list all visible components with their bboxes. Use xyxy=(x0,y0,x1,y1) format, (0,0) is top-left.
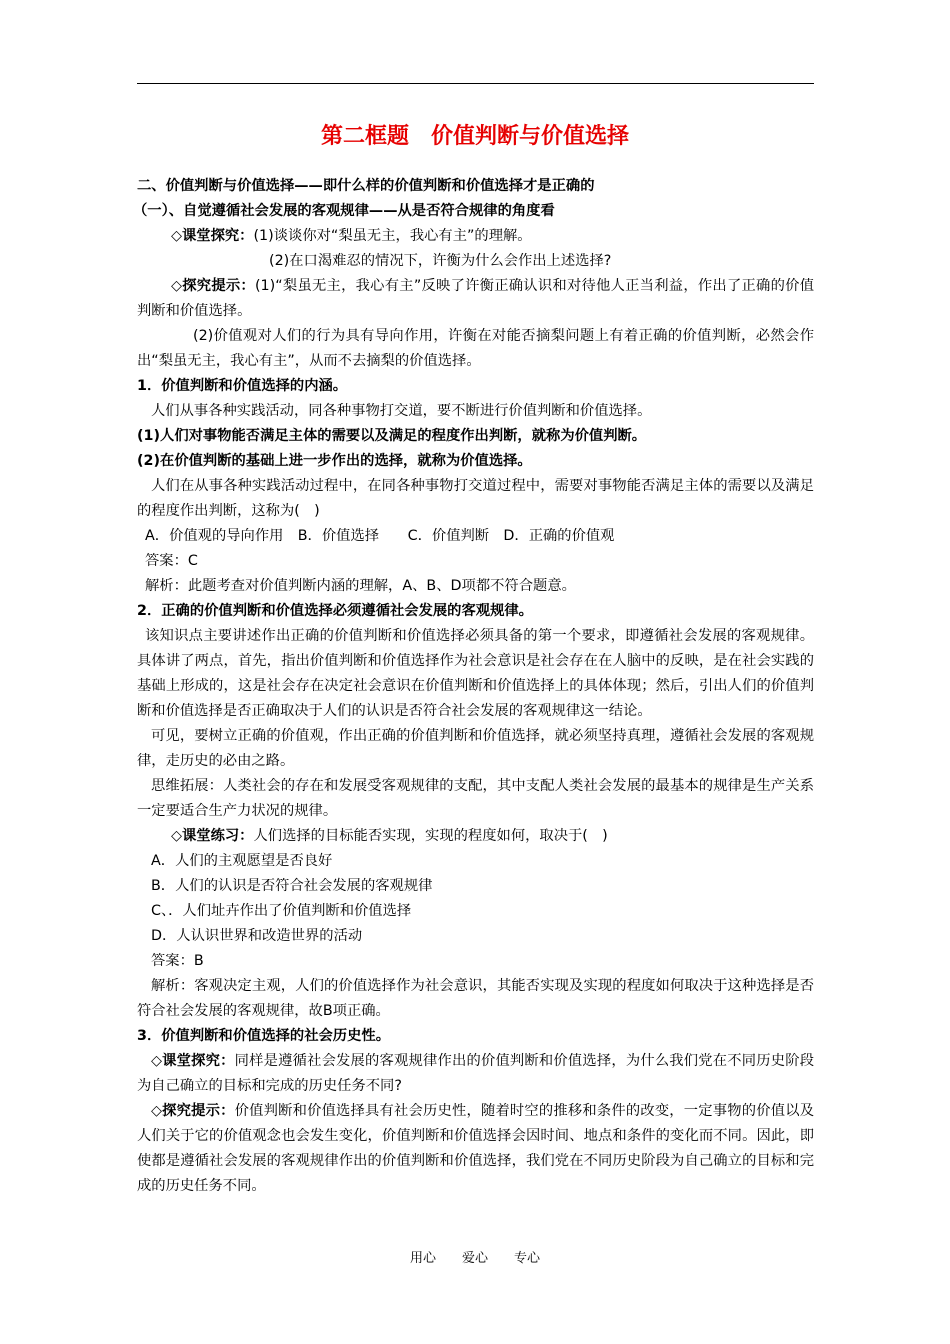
line-text: 思维拓展：人类社会的存在和发展受客观规律的支配，其中支配人类社会发展的最基本的规律是生产关系一定要适合生产力状况的规律。 xyxy=(137,778,814,819)
body-line xyxy=(137,474,814,524)
section-label: ◇探究提示： xyxy=(151,1103,235,1119)
section-label: ◇课堂探究： xyxy=(151,1053,235,1069)
line-text: (1)人们对事物能否满足主体的需要以及满足的程度作出判断，就称为价值判断。 xyxy=(137,428,647,444)
line-text: 价值判断和价值选择具有社会历史性，随着时空的推移和条件的改变，一定事物的价值以及人们关于它的价值观念也会发生变化，价值判断和价值选择会因时间、地点和条件的变化而不同。因此，即使都是遵循社会发展的客观规律作出的价值判断和价值选择，我们党在不同历史阶段为自己确立的目标和完成的历史任务不同。 xyxy=(137,1103,814,1194)
page-title: 第二框题 价值判断与价值选择 xyxy=(320,124,629,149)
header-rule xyxy=(137,83,814,84)
line-text: (2)在口渴难忍的情况下，许衡为什么会作出上述选择? xyxy=(269,253,612,269)
body-line xyxy=(137,374,814,399)
body-line xyxy=(137,874,814,899)
line-text: 答案：B xyxy=(151,953,204,969)
body-line xyxy=(137,449,814,474)
line-text: A．价值观的导向作用 B．价值选择 C．价值判断 D．正确的价值观 xyxy=(145,528,615,544)
line-text: A．人们的主观愿望是否良好 xyxy=(151,853,333,869)
line-text: 同样是遵循社会发展的客观规律作出的价值判断和价值选择，为什么我们党在不同历史阶段为自己确立的目标和完成的历史任务不同? xyxy=(137,1053,814,1094)
body-line xyxy=(137,824,814,849)
body-line xyxy=(137,1024,814,1049)
body-line xyxy=(137,324,814,374)
body-line xyxy=(137,524,814,549)
body-line xyxy=(137,624,814,724)
line-text: B．人们的认识是否符合社会发展的客观规律 xyxy=(151,878,433,894)
line-text: 解析：此题考查对价值判断内涵的理解，A、B、D项都不符合题意。 xyxy=(145,578,576,594)
body-line xyxy=(137,924,814,949)
line-text: D．人认识世界和改造世界的活动 xyxy=(151,928,363,944)
line-text: (1)“梨虽无主，我心有主”反映了许衡正确认识和对待他人正当利益，作出了正确的价值判断和价值选择。 xyxy=(137,278,814,319)
body-line xyxy=(137,399,814,424)
body-line xyxy=(137,1099,814,1199)
line-text: 3．价值判断和价值选择的社会历史性。 xyxy=(137,1028,390,1044)
line-text: C、．人们址卉作出了价值判断和价值选择 xyxy=(151,903,412,919)
line-text: （一）、自觉遵循社会发展的客观规律——从是否符合规律的角度看 xyxy=(133,203,555,219)
body-line xyxy=(137,899,814,924)
body-line xyxy=(137,224,814,249)
body-line xyxy=(137,974,814,1024)
body-line xyxy=(133,199,814,224)
body-line xyxy=(137,174,814,199)
body-line xyxy=(137,274,814,324)
line-text: 人们从事各种实践活动，同各种事物打交道，要不断进行价值判断和价值选择。 xyxy=(151,403,652,419)
line-text: (1)谈谈你对“梨虽无主，我心有主”的理解。 xyxy=(253,228,532,244)
line-text: 2．正确的价值判断和价值选择必须遵循社会发展的客观规律。 xyxy=(137,603,533,619)
body-line xyxy=(137,424,814,449)
document-body xyxy=(133,174,814,1199)
body-line xyxy=(137,549,814,574)
line-text: 二、价值判断与价值选择——即什么样的价值判断和价值选择才是正确的 xyxy=(137,178,595,194)
body-line xyxy=(137,599,814,624)
body-line xyxy=(137,849,814,874)
line-text: 可见，要树立正确的价值观，作出正确的价值判断和价值选择，就必须坚持真理，遵循社会发展的客观规律，走历史的必由之路。 xyxy=(137,728,814,769)
body-line xyxy=(137,774,814,824)
body-line xyxy=(137,249,814,274)
section-label: ◇课堂探究： xyxy=(171,228,254,244)
line-text: 该知识点主要讲述作出正确的价值判断和价值选择必须具备的第一个要求，即遵循社会发展的客观规律。具体讲了两点，首先，指出价值判断和价值选择作为社会意识是社会存在在人脑中的反映，是在社会实践的基础上形成的，这是社会存在决定社会意识在价值判断和价值选择上的具体体现；然后，引出人们的价值判断和价值选择是否正确取决于人们的认识是否符合社会发展的客观规律这一结论。 xyxy=(137,628,814,719)
section-label: ◇课堂练习： xyxy=(171,828,254,844)
line-text: 人们选择的目标能否实现，实现的程度如何，取决于( ) xyxy=(253,828,608,844)
body-line xyxy=(137,949,814,974)
body-line xyxy=(137,724,814,774)
line-text: 人们在从事各种实践活动过程中，在同各种事物打交道过程中，需要对事物能否满足主体的需要以及满足的程度作出判断，这称为( ) xyxy=(137,478,814,519)
body-line xyxy=(137,1049,814,1099)
line-text: 答案：C xyxy=(145,553,198,569)
line-text: (2)价值观对人们的行为具有导向作用，许衡在对能否摘梨问题上有着正确的价值判断，必然会作出“梨虽无主，我心有主”，从而不去摘梨的价值选择。 xyxy=(137,328,814,369)
line-text: (2)在价值判断的基础上进一步作出的选择，就称为价值选择。 xyxy=(137,453,532,469)
line-text: 解析：客观决定主观，人们的价值选择作为社会意识，其能否实现及实现的程度如何取决于这种选择是否符合社会发展的客观规律，故B项正确。 xyxy=(137,978,814,1019)
section-label: ◇探究提示： xyxy=(171,278,255,294)
body-line xyxy=(137,574,814,599)
page-footer: 用心 爱心 专心 xyxy=(409,1251,540,1266)
line-text: 1．价值判断和价值选择的内涵。 xyxy=(137,378,348,394)
